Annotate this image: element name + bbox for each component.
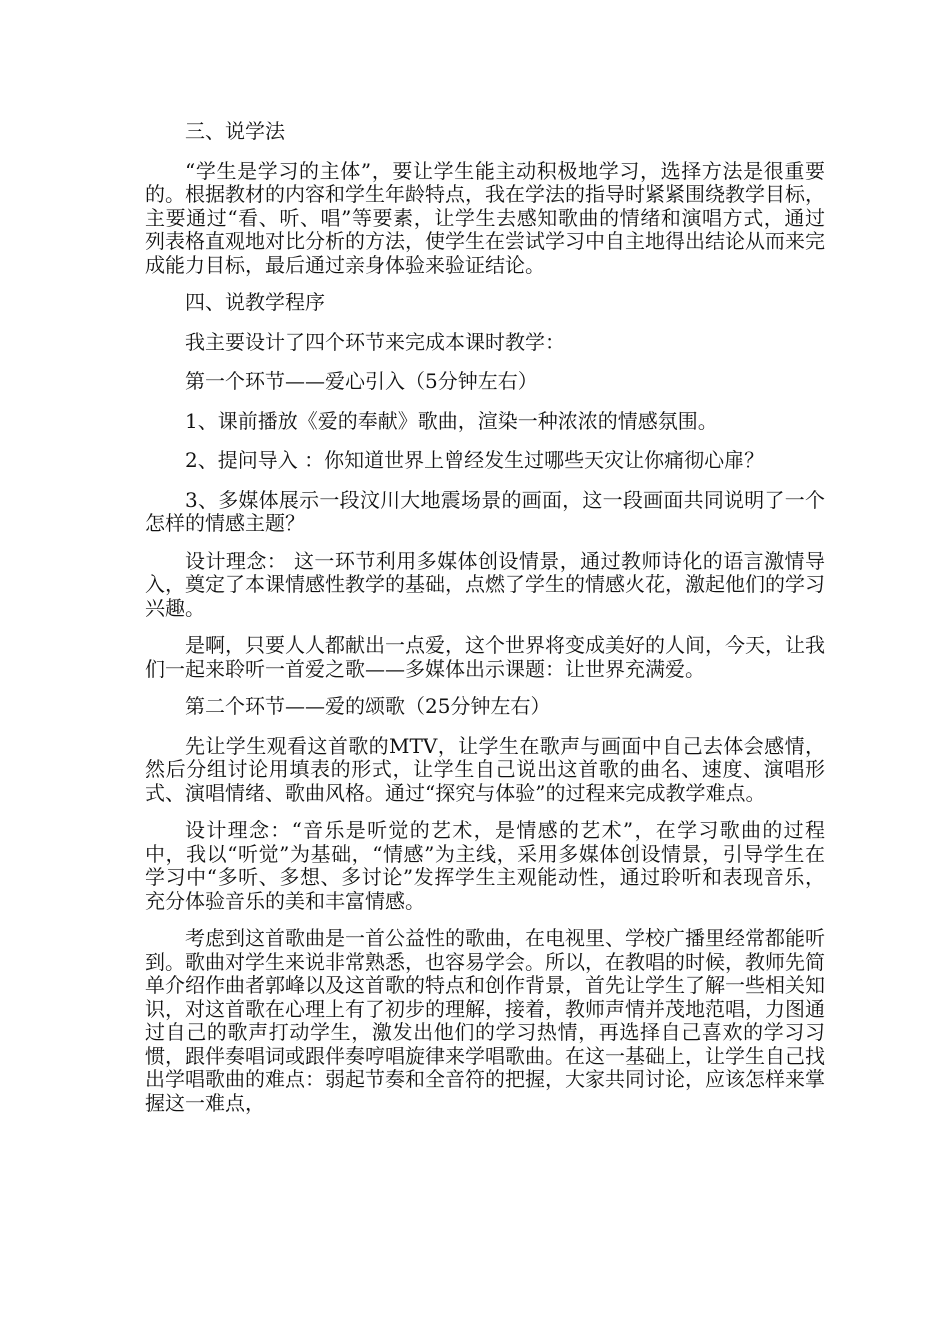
paragraph-song-teaching: 考虑到这首歌曲是一首公益性的歌曲，在电视里、学校广播里经常都能听到。歌曲对学生来说非常熟悉，也容易学会。所以，在教唱的时候，教师先简单介绍作曲者郭峰以及这首歌的特点和创作背景，首先让学生了解一些相关知识，对这首歌在心理上有了初步的理解，接着，教师声情并茂地范唱，力图通过自己的歌声打动学生，激发出他们的学习热情，再选择自己喜欢的学习习惯，跟伴奏唱词或跟伴奏哼唱旋律来学唱歌曲。在这一基础上，让学生自己找出学唱歌曲的难点：弱起节奏和全音符的把握，大家共同讨论，应该怎样来掌握这一难点， [145,926,825,1115]
paragraph-design-concept-2: 设计理念：“音乐是听觉的艺术，是情感的艺术”，在学习歌曲的过程中，我以“听觉”为基础，“情感”为主线，采用多媒体创设情景，引导学生在学习中“多听、多想、多讨论”发挥学生主观能动性，通过聆听和表现音乐，充分体验音乐的美和丰富情感。 [145,818,825,913]
paragraph-mtv-activity: 先让学生观看这首歌的MTV，让学生在歌声与画面中自己去体会感情，然后分组讨论用填表的形式，让学生自己说出这首歌的曲名、速度、演唱形式、演唱情绪、歌曲风格。通过“探究与体验”的过程来完成教学难点。 [145,733,825,805]
list-item-3: 3、多媒体展示一段汶川大地震场景的画面，这一段画面共同说明了一个怎样的情感主题？ [145,487,825,535]
paragraph-intro: 我主要设计了四个环节来完成本课时教学： [185,329,565,354]
document-body [145,120,825,1129]
stage-heading-1: 第一个环节——爱心引入（5分钟左右） [185,369,538,393]
section-heading-study-method: 三、说学法 [185,119,285,143]
stage-heading-2: 第二个环节——爱的颂歌（25分钟左右） [185,694,551,718]
paragraph-study-method: “学生是学习的主体”，要让学生能主动积极地学习，选择方法是很重要的。根据教材的内容和学生年龄特点，我在学法的指导时紧紧围绕教学目标，主要通过“看、听、唱”等要素，让学生去感知歌曲的情绪和演唱方式，通过列表格直观地对比分析的方法，使学生在尝试学习中自主地得出结论从而来完成能力目标，最后通过亲身体验来验证结论。 [145,158,825,277]
paragraph-transition: 是啊，只要人人都献出一点爱，这个世界将变成美好的人间，今天，让我们一起来聆听一首爱之歌——多媒体出示课题：让世界充满爱。 [145,633,825,681]
section-heading-teaching-procedure: 四、说教学程序 [185,290,325,314]
list-item-1: 1、课前播放《爱的奉献》歌曲，渲染一种浓浓的情感氛围。 [185,408,718,433]
list-item-2: 2、提问导入 ：你知道世界上曾经发生过哪些天灾让你痛彻心扉？ [185,448,765,472]
paragraph-design-concept-1: 设计理念： 这一环节利用多媒体创设情景，通过教师诗化的语言激情导入，奠定了本课情感性教学的基础，点燃了学生的情感火花，激起他们的学习兴趣。 [145,548,825,620]
